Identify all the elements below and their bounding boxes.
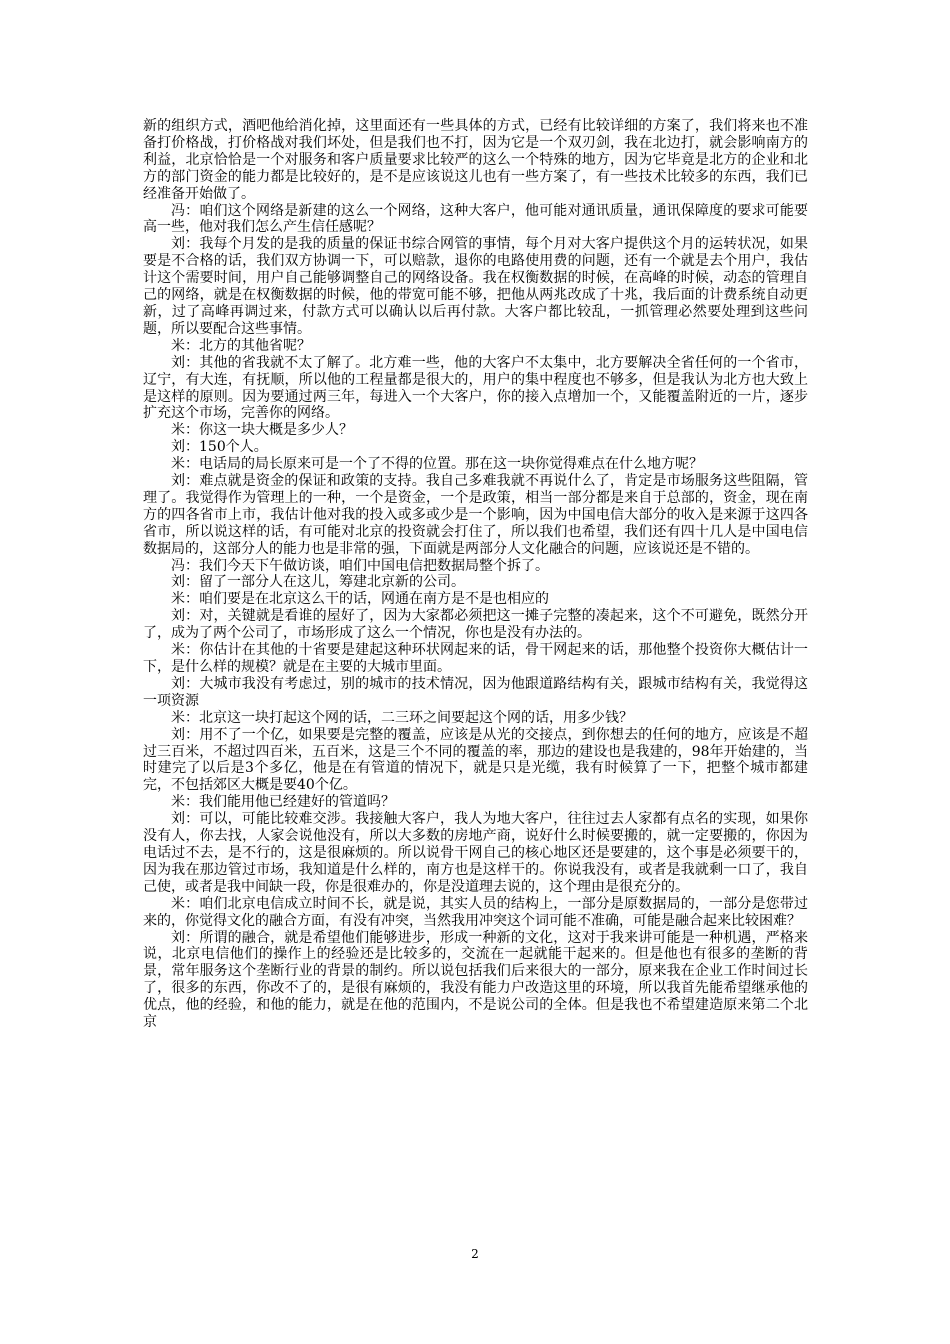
paragraph: 刘：用不了一个亿，如果要是完整的覆盖，应该是从光的交接点，到你想去的任何的地方，应该是不超过三百米，不超过四百米，五百米，这是三个不同的覆盖的率，那边的建设也是我建的，98年开始建的，当时建完了以后是3个多亿，他是在有管道的情况下，就是只是光缆，我有时候算了一下，把整个城市都建完，不包括郊区大概是要40个亿。 [143, 726, 808, 794]
document-body [143, 118, 808, 1031]
page-number: 2 [471, 1247, 479, 1261]
paragraph: 刘：我每个月发的是我的质量的保证书综合网管的事情，每个月对大客户提供这个月的运转状况，如果要是不合格的话，我们双方协调一下，可以赔款，退你的电路使用费的问题，还有一个就是去个用户，我估计这个需要时间，用户自己能够调整自己的网络设备。我在权衡数据的时候，在高峰的时候，动态的管理自己的网络，就是在权衡数据的时候，他的带宽可能不够，把他从两兆改成了十兆，我后面的计费系统自动更新，过了高峰再调过来，付款方式可以确认以后再付款。大客户都比较乱，一抓管理必然要处理到这些问题，所以要配合这些事情。 [143, 236, 808, 337]
paragraph: 米：北方的其他省呢？ [171, 337, 311, 354]
paragraph: 米：我们能用他已经建好的管道吗？ [171, 794, 395, 811]
paragraph: 刘：大城市我没有考虑过，别的城市的技术情况，因为他跟道路结构有关，跟城市结构有关，我觉得这一项资源 [143, 675, 808, 709]
paragraph: 刘：150个人。 [171, 439, 268, 456]
paragraph: 刘：留了一部分人在这儿，筹建北京新的公司。 [171, 574, 465, 591]
paragraph: 米：你估计在其他的十省要是建起这种环状网起来的话，骨干网起来的话，那他整个投资你大概估计一下，是什么样的规模？就是在主要的大城市里面。 [143, 642, 808, 675]
paragraph: 冯：咱们这个网络是新建的这么一个网络，这种大客户，他可能对通讯质量，通讯保障度的要求可能要高一些，他对我们怎么产生信任感呢？ [143, 202, 808, 236]
paragraph: 刘：可以，可能比较难交涉。我接触大客户，我人为地大客户，往往过去人家都有点名的实现，如果你没有人，你去找，人家会说他没有，所以大多数的房地产商，说好什么时候要搬的，就一定要搬的，你因为电话过不去，是不行的，这是很麻烦的。所以说骨干网自己的核心地区还是要建的，这个事是必须要干的，因为我在那边管过市场，我知道是什么样的，南方也是这样干的。你说我没有，或者是我就剩一口了，我自己使，或者是我中间缺一段，你是很难办的，你是没道理去说的，这个理由是很充分的。 [143, 811, 808, 895]
paragraph: 刘：所谓的融合，就是希望他们能够进步，形成一种新的文化，这对于我来讲可能是一种机遇，严格来说，北京电信他们的操作上的经验还是比较多的，交流在一起就能干起来的。但是他也有很多的垄断的背景，常年服务这个垄断行业的背景的制约。所以说包括我们后来很大的一部分，原来我在企业工作时间过长了，很多的东西，你改不了的，是很有麻烦的，我没有能力户改造这里的环境，所以我首先能希望继承他的优点，他的经验，和他的能力，就是在他的范围内，不是说公司的全体。但是我也不希望建造原来第二个北京 [143, 929, 808, 1031]
paragraph: 新的组织方式，酒吧他给消化掉，这里面还有一些具体的方式，已经有比较详细的方案了，我们将来也不准备打价格战，打价格战对我们坏处，但是我们也不打，因为它是一个双刃剑，我在北边打，就会影响南方的利益，北京恰恰是一个对服务和客户质量要求比较严的这么一个特殊的地方，因为它毕竟是北方的企业和北方的部门资金的能力都是比较好的，是不是应该说这儿也有一些方案了，有一些技术比较多的东西，我们已经准备开始做了。 [143, 118, 808, 202]
paragraph: 刘：难点就是资金的保证和政策的支持。我自己多难我就不再说什么了，肯定是市场服务这些阻隔，管理了。我觉得作为管理上的一种，一个是资金，一个是政策，相当一部分都是来自于总部的，资金，现在南方的四各省市上市，我估计他对我的投入或多或少是一个影响，因为中国电信大部分的收入是来源于这四各省市，所以说这样的话，有可能对北京的投资就会打住了，所以我们也希望，我们还有四十几人是中国电信数据局的，这部分人的能力也是非常的强，下面就是两部分人文化融合的问题，应该说还是不错的。 [143, 473, 808, 557]
paragraph: 米：北京这一块打起这个网的话，二三环之间要起这个网的话，用多少钱？ [171, 709, 633, 726]
paragraph: 刘：其他的省我就不太了解了。北方难一些，他的大客户不太集中，北方要解决全省任何的一个省市，辽宁，有大连，有抚顺，所以他的工程量都是很大的，用户的集中程度也不够多，但是我认为北方也大致上是这样的原则。因为要通过两三年，每进入一个大客户，你的接入点增加一个，又能覆盖附近的一片，逐步扩充这个市场，完善你的网络。 [143, 354, 808, 422]
paragraph: 刘：对，关键就是看谁的屋好了，因为大家都必须把这一摊子完整的凑起来，这个不可避免，既然分开了，成为了两个公司了，市场形成了这么一个情况，你也是没有办法的。 [143, 608, 808, 642]
paragraph: 米：电话局的局长原来可是一个了不得的位置。那在这一块你觉得难点在什么地方呢？ [171, 456, 703, 473]
paragraph: 米：咱们要是在北京这么干的话，网通在南方是不是也相应的 [171, 591, 549, 608]
paragraph: 米：你这一块大概是多少人？ [171, 422, 353, 439]
paragraph: 冯：我们今天下午做访谈，咱们中国电信把数据局整个拆了。 [171, 557, 549, 574]
paragraph: 米：咱们北京电信成立时间不长，就是说，其实人员的结构上，一部分是原数据局的，一部分是您带过来的，你觉得文化的融合方面，有没有冲突，当然我用冲突这个词可能不准确，可能是融合起来比较困难？ [143, 895, 808, 929]
